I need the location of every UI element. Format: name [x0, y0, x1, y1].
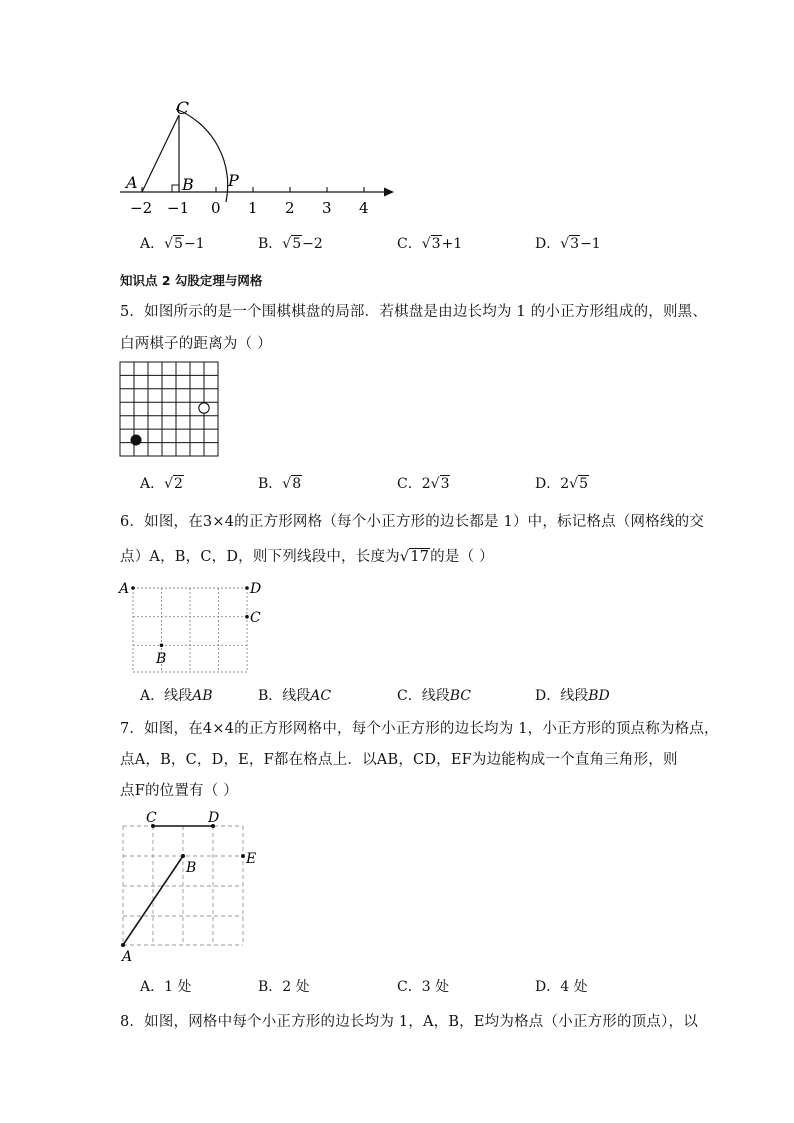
- q8-text-line1: 8．如图，网格中每个小正方形的边长均为 1，A，B，E均为格点（小正方形的顶点），以: [120, 1014, 698, 1030]
- label-B: B: [156, 651, 167, 667]
- q6-option-d[interactable]: D．线段BD: [535, 688, 610, 704]
- q7-text-line1: 7．如图，在4×4的正方形网格中，每个小正方形的边长均为 1，小正方形的顶点称为格点，: [120, 721, 719, 737]
- sqrt-sign: √3: [560, 236, 580, 252]
- label-B: B: [186, 860, 197, 876]
- tick-label: 0: [211, 199, 221, 217]
- q4-option-b[interactable]: B．√5−2: [258, 236, 323, 252]
- tick-label: 3: [322, 199, 332, 217]
- tick-label: 1: [248, 199, 258, 217]
- q4-option-d[interactable]: D．√3−1: [535, 236, 601, 252]
- sqrt-sign: √5: [569, 476, 588, 492]
- black-stone-icon: [131, 435, 142, 446]
- tick-label: −2: [130, 199, 153, 217]
- tick-label: 4: [359, 199, 369, 217]
- point-B: [160, 644, 164, 648]
- q6-option-c[interactable]: C．线段BC: [397, 688, 471, 704]
- point-A: [131, 586, 135, 590]
- tick-label: −1: [167, 199, 190, 217]
- label-B: B: [182, 175, 194, 194]
- q5-text-line2: 白两棋子的距离为（ ）: [120, 336, 272, 352]
- label-A: A: [119, 581, 130, 597]
- right-angle-mark: [172, 185, 179, 192]
- tick-label: 2: [285, 199, 295, 217]
- sqrt-sign: √17: [399, 549, 430, 565]
- label-C: C: [146, 810, 157, 826]
- point-C: [245, 615, 249, 619]
- dashed-grid: [123, 826, 243, 945]
- sqrt-sign: √2: [164, 476, 183, 492]
- q7-option-c[interactable]: C．3 处: [397, 979, 450, 995]
- q5-option-a[interactable]: A．√2: [140, 476, 183, 492]
- dotted-grid: [133, 588, 247, 672]
- label-P: P: [228, 171, 239, 190]
- label-A: A: [126, 173, 138, 192]
- q6-text-line2: 点）A，B，C，D，则下列线段中，长度为√17的是（ ）: [120, 549, 494, 565]
- label-C: C: [176, 99, 190, 119]
- axis-arrow-icon: [384, 188, 394, 197]
- q7-option-b[interactable]: B．2 处: [258, 979, 310, 995]
- point-D: [245, 586, 249, 590]
- section-heading: 知识点 2 勾股定理与网格: [120, 273, 263, 288]
- label-E: E: [246, 851, 257, 867]
- q7-text-line2: 点A，B，C，D，E，F都在格点上．以AB，CD，EF为边能构成一个直角三角形，则: [120, 752, 678, 768]
- q4-option-c[interactable]: C．√3+1: [397, 236, 463, 252]
- white-stone-icon: [199, 403, 209, 413]
- q6-text-line1: 6．如图，在3×4的正方形网格（每个小正方形的边长都是 1）中，标记格点（网格线的交: [120, 514, 705, 530]
- q5-option-d[interactable]: D．2√5: [535, 476, 588, 492]
- number-line-figure: [110, 95, 410, 220]
- label-C: C: [250, 610, 261, 626]
- q6-option-a[interactable]: A．线段AB: [140, 688, 213, 704]
- grid-3x4-figure: [115, 575, 275, 675]
- sqrt-sign: √5: [282, 236, 302, 252]
- segment-AC: [142, 115, 179, 192]
- q5-option-c[interactable]: C．2√3: [397, 476, 450, 492]
- q7-text-line3: 点F的位置有（ ）: [120, 783, 238, 799]
- point-B: [181, 854, 185, 858]
- q4-option-a[interactable]: A．√5−1: [140, 236, 205, 252]
- q6-option-b[interactable]: B．线段AC: [258, 688, 332, 704]
- label-D: D: [250, 581, 262, 597]
- q5-option-b[interactable]: B．√8: [258, 476, 302, 492]
- point-E: [241, 854, 245, 858]
- axis-ticks: [142, 187, 364, 192]
- q7-option-d[interactable]: D．4 处: [535, 979, 588, 995]
- q7-option-a[interactable]: A．1 处: [140, 979, 192, 995]
- label-D: D: [208, 810, 220, 826]
- go-board-figure: [118, 360, 222, 458]
- sqrt-sign: √3: [430, 476, 450, 492]
- sqrt-sign: √3: [421, 236, 441, 252]
- grid-4x4-figure: [110, 805, 270, 965]
- point-A: [121, 943, 125, 947]
- sqrt-sign: √5: [164, 236, 183, 252]
- label-A: A: [122, 949, 133, 965]
- sqrt-sign: √8: [282, 476, 302, 492]
- q5-text-line1: 5．如图所示的是一个围棋棋盘的局部．若棋盘是由边长均为 1 的小正方形组成的，则黑、: [120, 304, 708, 320]
